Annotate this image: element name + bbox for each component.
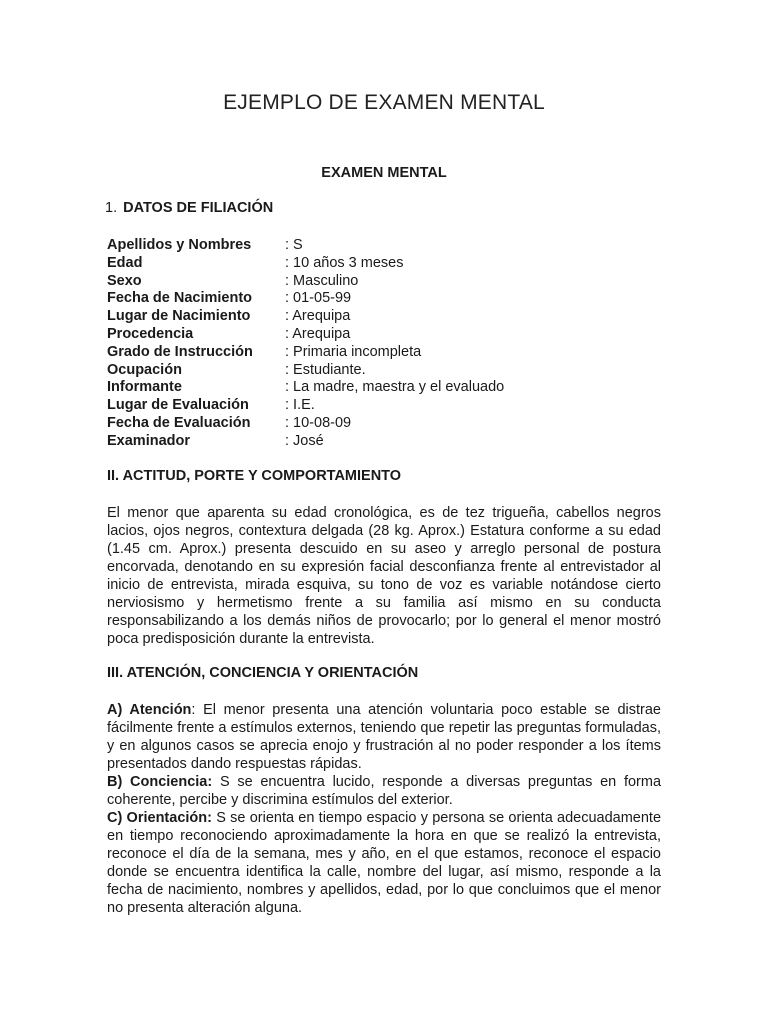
field-row (107, 344, 662, 362)
field-row (107, 237, 662, 255)
field-label: Informante (107, 379, 182, 396)
field-label: Edad (107, 254, 143, 271)
conciencia-label: B) Conciencia: (107, 774, 213, 790)
field-value: : 10 años 3 meses (285, 254, 404, 271)
field-label: Fecha de Nacimiento (107, 290, 253, 307)
field-row (107, 308, 662, 326)
section-1-number: 1. (105, 200, 118, 216)
field-label: Procedencia (107, 325, 194, 342)
field-label: Examinador (107, 432, 190, 449)
field-row (107, 397, 662, 415)
field-row (107, 415, 662, 433)
field-value: : I.E. (285, 397, 315, 414)
field-row (107, 273, 662, 291)
section-1-heading (105, 200, 273, 216)
field-label: Sexo (107, 272, 142, 289)
field-label: Fecha de Evaluación (107, 414, 251, 431)
field-value: : Primaria incompleta (285, 343, 422, 360)
field-value: : S (285, 237, 303, 253)
field-value: : Arequipa (285, 308, 351, 325)
field-label: Grado de Instrucción (107, 343, 253, 360)
field-row (107, 326, 662, 344)
field-row (107, 379, 662, 397)
field-label: Lugar de Evaluación (107, 397, 249, 414)
section-1-title: DATOS DE FILIACIÓN (123, 200, 274, 216)
field-value: : Estudiante. (285, 361, 366, 378)
field-row (107, 433, 662, 451)
field-row (107, 362, 662, 380)
field-value: : La madre, maestra y el evaluado (285, 379, 505, 396)
field-row (107, 255, 662, 273)
section-3-heading: III. ATENCIÓN, CONCIENCIA Y ORIENTACIÓN (107, 665, 419, 681)
section-2-heading: II. ACTITUD, PORTE Y COMPORTAMIENTO (107, 468, 402, 484)
field-value: : 10-08-09 (285, 414, 352, 431)
field-value: : Masculino (285, 272, 359, 289)
field-value: : 01-05-99 (285, 290, 352, 307)
atencion-label: A) Atención (107, 702, 192, 718)
field-row (107, 290, 662, 308)
conciencia-text: S se encuentra lucido, responde a diversas preguntas en forma coherente, percibe y discrimina estímulos del exterior. (107, 774, 662, 808)
field-label: Ocupación (107, 361, 182, 378)
field-label: Lugar de Nacimiento (107, 308, 251, 325)
field-value: : Arequipa (285, 325, 351, 342)
field-label: Apellidos y Nombres (107, 237, 252, 253)
orientacion-label: C) Orientación: (107, 810, 212, 826)
section-2-paragraph: El menor que aparenta su edad cronológica, es de tez trigueña, cabellos negros lacios, ojos negros, contextura delgada (28 kg. Aprox.) Estatura conforme a su edad (1.45 cm. Aprox.) presenta descuido en su aseo y arreglo personal de postura encorvada, denotando en su expresión facial desconfianza frente al entrevistador al inicio de entrevista, mirada esquiva, su tono de voz es variable notándose cierto nerviosismo y hermetismo frente a su familia así mismo en su conducta responsabilizando a los demás niños de provocarlo; por lo general el menor mostró poca predisposición durante la entrevista. (107, 505, 661, 647)
field-value: : José (285, 432, 324, 449)
exam-heading: EXAMEN MENTAL (321, 165, 447, 181)
identification-fields (107, 237, 662, 451)
orientacion-text: S se orienta en tiempo espacio y persona se orienta adecuadamente en tiempo reconociendo aproximadamente la hora en que se realizó la entrevista, reconoce el día de la semana, mes y año, en el que estamos, reconoce el espacio donde se encuentra identifica la calle, nombre del lugar, así mismo, responde a la fecha de nacimiento, nombres y apellidos, edad, por lo que concluimos que el menor no presenta alteración alguna. (107, 810, 662, 916)
atencion-text: : El menor presenta una atención voluntaria poco estable se distrae fácilmente frente a estímulos externos, teniendo que repetir las preguntas formuladas, y en algunos casos se aprecia enojo y frustración al no poder responder a los ítems presentados dando respuestas rápidas. (107, 702, 661, 772)
document-title: EJEMPLO DE EXAMEN MENTAL (223, 91, 545, 114)
section-3-paragraph (107, 701, 661, 917)
